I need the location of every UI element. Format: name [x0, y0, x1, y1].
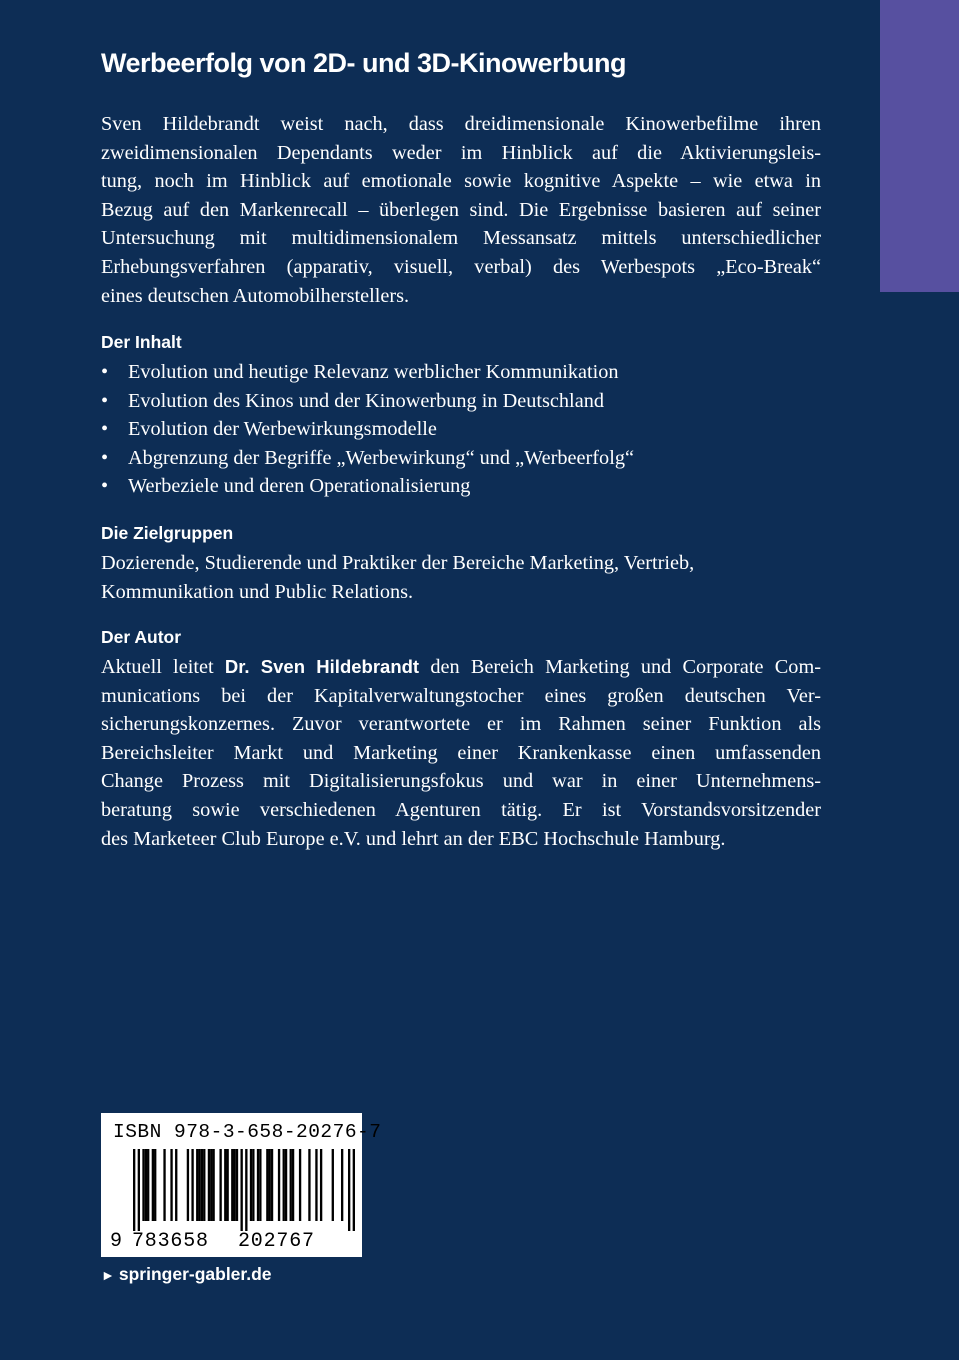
barcode-bar	[226, 1149, 228, 1221]
bullet-icon: •	[101, 446, 109, 469]
website-text: springer-gabler.de	[118, 1264, 272, 1284]
barcode-bar	[231, 1149, 233, 1221]
list-item-text: Evolution und heutige Relevanz werblicher Kommunikation	[128, 361, 619, 383]
author-name: Dr. Sven Hildebrandt	[224, 656, 420, 677]
inhalt-list	[101, 358, 634, 501]
ean-first-digit: 9	[110, 1230, 123, 1253]
barcode-bar	[348, 1149, 350, 1231]
barcode-bar	[163, 1149, 165, 1221]
arrow-right-icon: ►	[101, 1267, 115, 1283]
barcode-bar	[299, 1149, 301, 1221]
barcode-bar	[240, 1149, 242, 1231]
list-item	[101, 472, 634, 501]
list-item-text: Abgrenzung der Begriffe „Werbewirkung“ und „Werbeerfolg“	[128, 446, 634, 469]
barcode-bar	[353, 1149, 355, 1231]
barcode-bar	[290, 1149, 292, 1221]
bullet-icon: •	[101, 418, 109, 441]
barcode-bar	[292, 1149, 294, 1221]
barcode-bar	[201, 1149, 203, 1221]
isbn-barcode	[101, 1113, 382, 1257]
list-item	[101, 415, 634, 444]
autor-prefix: Aktuell leitet	[101, 656, 225, 678]
barcode-bar	[271, 1149, 273, 1221]
barcode-bar	[332, 1149, 334, 1221]
barcode-bar	[175, 1149, 177, 1221]
barcode-bar	[212, 1149, 214, 1221]
publisher-website[interactable]	[101, 1262, 272, 1287]
barcode-bar	[138, 1149, 140, 1231]
list-item-text: Evolution der Werbewirkungsmodelle	[128, 418, 437, 441]
barcode-bar	[308, 1149, 310, 1221]
autor-line: Bereichsleiter Markt und Marketing einer Krankenkasse einen umfassenden	[101, 741, 821, 764]
autor-line: Change Prozess mit Digitalisierungsfokus und war in einer Unternehmens-	[101, 770, 821, 793]
isbn-number: ISBN 978-3-658-20276-7	[113, 1121, 382, 1143]
barcode-bar	[315, 1149, 317, 1221]
barcode-bar	[145, 1149, 147, 1221]
barcode-bar	[203, 1149, 205, 1221]
barcode-bars	[133, 1149, 355, 1231]
barcode-bar	[191, 1149, 193, 1221]
autor-line: beratung sowie verschiedenen Agenturen tätig. Er ist Vorstandsvorsitzender	[101, 798, 821, 821]
barcode-bar	[283, 1149, 285, 1221]
barcode-bar	[233, 1149, 235, 1221]
list-item	[101, 358, 634, 387]
zielgruppen-line: Kommunikation und Public Relations.	[101, 580, 414, 603]
intro-line: zweidimensionalen Dependants weder im Hinblick auf die Aktivierungsleis-	[101, 141, 821, 164]
barcode-bar	[320, 1149, 322, 1221]
intro-line: Sven Hildebrandt weist nach, dass dreidimensionale Kinowerbefilme ihren	[101, 113, 821, 135]
autor-line: des Marketeer Club Europe e.V. und lehrt an der EBC Hochschule Hamburg.	[101, 827, 726, 850]
list-item	[101, 387, 634, 416]
ean-right-group: 202767	[238, 1230, 315, 1253]
barcode-bar	[285, 1149, 287, 1221]
intro-paragraph	[101, 110, 821, 310]
zielgruppen-heading: Die Zielgruppen	[101, 523, 234, 543]
barcode-bar	[252, 1149, 254, 1221]
barcode-bar	[224, 1149, 226, 1221]
barcode-bar	[341, 1149, 343, 1221]
ean-left-group: 783658	[132, 1230, 209, 1253]
barcode-bar	[187, 1149, 189, 1221]
barcode-bar	[219, 1149, 221, 1221]
barcode-bar	[170, 1149, 172, 1221]
barcode-bar	[259, 1149, 261, 1221]
intro-line: eines deutschen Automobilherstellers.	[101, 284, 410, 307]
barcode-bar	[266, 1149, 268, 1221]
zielgruppen-paragraph	[101, 549, 821, 606]
barcode-bar	[152, 1149, 154, 1221]
list-item	[101, 444, 634, 473]
intro-line: tung, noch im Hinblick auf emotionale sowie kognitive Aspekte – wie etwa in	[101, 170, 821, 193]
autor-heading: Der Autor	[101, 627, 182, 647]
bullet-icon: •	[101, 361, 109, 383]
bullet-icon: •	[101, 389, 109, 412]
list-item-text: Evolution des Kinos und der Kinowerbung in Deutschland	[128, 389, 604, 412]
book-title: Werbeerfolg von 2D- und 3D-Kinowerbung	[101, 48, 627, 78]
barcode-bar	[208, 1149, 210, 1221]
barcode-bar	[198, 1149, 200, 1221]
barcode-bar	[250, 1149, 252, 1221]
intro-line: Erhebungsverfahren (apparativ, visuell, verbal) des Werbespots „Eco-Break“	[101, 255, 821, 278]
barcode-bar	[133, 1149, 135, 1231]
barcode-bar	[210, 1149, 212, 1221]
barcode-bar	[278, 1149, 280, 1221]
zielgruppen-line: Dozierende, Studierende und Praktiker der Bereiche Marketing, Vertrieb,	[101, 552, 695, 574]
ean-digits	[110, 1230, 360, 1254]
intro-line: Bezug auf den Markenrecall – überlegen sind. Die Ergebnisse basieren auf seiner	[101, 198, 821, 221]
autor-line: sicherungskonzernes. Zuvor verantwortete er im Rahmen seiner Funktion als	[101, 713, 821, 736]
barcode-bar	[269, 1149, 271, 1221]
accent-color-bar	[880, 0, 959, 292]
barcode-bar	[154, 1149, 156, 1221]
barcode-bar	[142, 1149, 144, 1221]
barcode-bar	[245, 1149, 247, 1231]
barcode-bar	[147, 1149, 149, 1221]
intro-line: Untersuchung mit multidimensionalem Messansatz mittels unterschiedlicher	[101, 227, 821, 250]
autor-line	[101, 653, 821, 682]
barcode-bar	[196, 1149, 198, 1221]
autor-suffix: den Bereich Marketing und Corporate Com-	[419, 656, 821, 678]
autor-paragraph	[101, 653, 821, 853]
inhalt-heading: Der Inhalt	[101, 332, 182, 352]
autor-line: munications bei der Kapitalverwaltungstocher eines großen deutschen Ver-	[101, 684, 821, 707]
barcode-bar	[236, 1149, 238, 1221]
bullet-icon: •	[101, 475, 109, 498]
list-item-text: Werbeziele und deren Operationalisierung	[128, 475, 471, 498]
barcode-bar	[257, 1149, 259, 1221]
